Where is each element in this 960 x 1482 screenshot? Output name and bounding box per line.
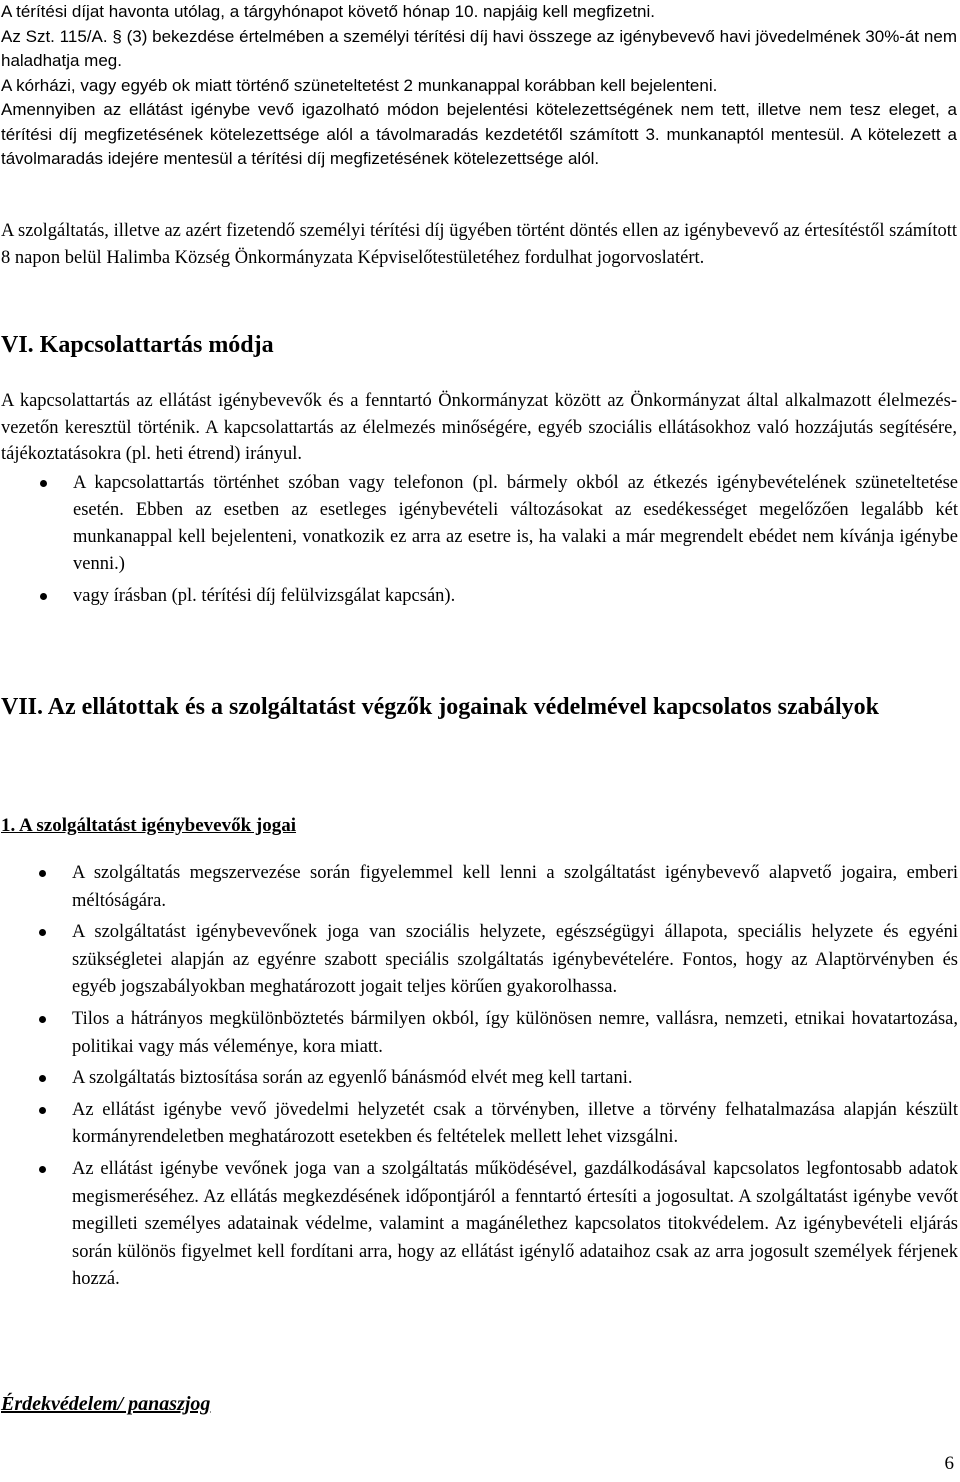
list-item-text: vagy írásban (pl. térítési díj felülvizsgálat kapcsán). — [73, 586, 456, 606]
bullet-icon — [39, 1075, 46, 1082]
bullet-icon — [39, 1107, 46, 1114]
section-6-bullet-list — [0, 470, 958, 610]
complaint-rights-heading: Érdekvédelem/ panaszjog — [1, 1393, 211, 1415]
intro-paragraph — [1, 0, 957, 172]
section-6-title: VI. Kapcsolattartás módja — [1, 332, 274, 358]
bullet-icon — [39, 1166, 46, 1173]
list-item — [0, 860, 958, 915]
intro-line-payment-deadline: A térítési díjat havonta utólag, a tárgyhónapot követő hónap 10. napjáig kell megfizetni. — [1, 2, 655, 21]
list-item — [0, 1156, 958, 1294]
appeal-paragraph: A szolgáltatás, illetve az azért fizetendő személyi térítési díj ügyében történt döntés ellen az igénybevevő az értesítéstől számított 8 napon belül Halimba Község Önkormányzata Képviselőtestületéhez fordulhat jogorvoslatért. — [1, 221, 957, 268]
list-item-text: A szolgáltatás biztosítása során az egyenlő bánásmód elvét meg kell tartani. — [72, 1068, 633, 1089]
intro-line-suspension: A kórházi, vagy egyéb ok miatt történő szüneteltetést 2 munkanappal korábban kell bejelenteni. — [1, 75, 718, 95]
list-item-text: A kapcsolattartás történhet szóban vagy telefonon (pl. bármely okból az étkezés igénybevételének szüneteltetése esetén. Ebben az esetben az esetleges igénybevételi változásokat az esedékességet megelőzően legalább két munkanappal kell bejelenteni, vonatkozik ez arra az esetre is, ha valaki a már megrendelt ebédet nem kívánja igénybe venni.) — [73, 473, 958, 574]
list-item-text: Az ellátást igénybe vevőnek joga van a szolgáltatás működésével, gazdálkodásával kapcsolatos legfontosabb adatok megismeréséhez. Az ellátás megkezdésének időpontjáról a fenntartó értesíti a jogosultat. A szolgáltatást igénybe vevőt megilleti személyes adatainak védelme, valamint a magánélethez kapcsolatos titokvédelem. Az igénybevételi eljárás során különös figyelmet kell fordítani arra, hogy az ellátást igénylő adataihoz csak az arra jogosult személyek férjenek hozzá. — [72, 1158, 958, 1290]
list-item-text: Az ellátást igénybe vevő jövedelmi helyzetét csak a törvényben, illetve a törvény felhatalmazása alapján készült kormányrendeletben meghatározott esetekben és feltételek mellett lehet vizsgálni. — [72, 1099, 958, 1148]
bullet-icon — [40, 480, 47, 487]
list-item-text: A szolgáltatást igénybevevőnek joga van szociális helyzete, egészségügyi állapota, speciális helyzete és egyéni szükségletei alapján az egyénre szabott speciális szolgáltatás igénybevételére. Fontos, hogy az Alaptörvényben és egyéb jogszabályokban meghatározott jogait teljes körűen gyakorolhassa. — [72, 922, 958, 998]
list-item — [0, 1097, 958, 1152]
list-item — [0, 1006, 958, 1061]
list-item — [0, 919, 958, 1002]
rights-bullet-list — [0, 860, 958, 1298]
page-number: 6 — [944, 1453, 954, 1474]
list-item-text: A szolgáltatás megszervezése során figyelemmel kell lenni a szolgáltatást igénybevevő alapvető jogaira, emberi méltóságára. — [72, 863, 958, 911]
bullet-icon — [39, 1016, 46, 1023]
bullet-icon — [40, 593, 47, 600]
bullet-icon — [39, 929, 46, 936]
list-item — [0, 583, 958, 610]
intro-line-fee-limit: Az Szt. 115/A. § (3) bekezdése értelmében a személyi térítési díj havi összege az igénybevevő havi jövedelmének 30%-át nem haladhatja meg. — [1, 26, 957, 70]
section-6-paragraph: A kapcsolattartás az ellátást igénybevevők és a fenntartó Önkormányzat között az Önkormányzat által alkalmazott élelmezés-vezetőn keresztül történik. A kapcsolattartás az élelmezés minőségére, egyéb szociális ellátásokhoz való hozzájutás segítésére, tájékoztatásokra (pl. heti étrend) irányul. — [1, 391, 957, 464]
list-item — [0, 470, 958, 578]
bullet-icon — [39, 870, 46, 877]
subsection-1-title — [1, 813, 296, 839]
section-7-title: VII. Az ellátottak és a szolgáltatást végzők jogainak védelmével kapcsolatos szabályok — [1, 694, 879, 720]
subsection-1-title-text: 1. A szolgáltatást igénybevevők jogai — [1, 815, 297, 836]
list-item-text: Tilos a hátrányos megkülönböztetés bármilyen okból, így különösen nemre, vallásra, nemzeti, etnikai hovatartozása, politikai vagy más véleménye, kora miatt. — [72, 1008, 958, 1057]
intro-line-exemption: Amennyiben az ellátást igénybe vevő igazolható módon bejelentési kötelezettségének nem tett, illetve nem tesz eleget, a térítési díj megfizetésének kötelezettsége alól a távolmaradás kezdetétől számított 3. munkanaptól mentesül. A kötelezett a távolmaradás idejére mentesül a térítési díj megfizetésének kötelezettsége alól. — [1, 100, 957, 168]
list-item — [0, 1065, 958, 1093]
